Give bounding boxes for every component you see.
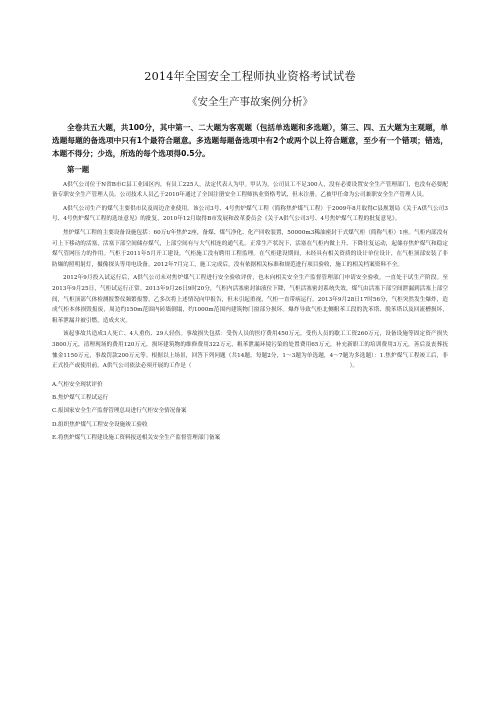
case-paragraph-5: 该起事故共造成3人死亡、4人重伤、29人轻伤。事故损失包括：受伤人员的医疗费用450万元，受伤人员的歇工工资260万元，设备设施等固定资产损失3800万元，清理现场的费用120万元，损坏建筑物的维修费用322万元，粗苯泄漏环境污染的处置费用65万元，补充新职工的培训费用3万元，善后及丧葬抚恤金1150万元，事故罚款200万元等。根据以上场景，回答下列问题（共14题，每题2分，1～3题为单选题，4～7题为多选题）：1.焦炉煤气工程竣工后，非正式投产或使用前，A供气公司依法必须开展的工作是（ ）。 — [52, 331, 448, 370]
answer-options — [52, 379, 448, 445]
option-d: D.组织焦炉煤气工程安全设施竣工验收 — [52, 421, 148, 428]
option-e: E.将焦炉煤气工程建设施工资料报送相关安全生产监督管理部门备案 — [52, 434, 221, 441]
section-heading: 第一题 — [67, 164, 90, 174]
case-paragraph-4: 2012年9月投入试运行后，A供气公司未对焦炉煤气工程进行安全验收评价，也未向相关安全生产监督管理部门申请安全验收。一直处于试生产阶段。至2013年9月25日，气柜试运行正常。2013年9月26日9时20分，气柜内活塞密封油液位下降，气柜活塞密封系统失效，煤气由活塞下部空间泄漏到活塞上部空间，气柜顶部气体检测报警仪频繁报警。乙多次将上述情况向甲报告，但未引起重视，气柜一直带病运行。2013年9月28日17时56分，气柜突然发生爆炸，造成气柜本体损毁报废，周边约150m范围内砖墙倒塌，约1000m范围内建筑物门窗部分损坏。爆炸导致气柜北侧粗苯工段的洗苯塔、脱苯塔以及回流槽损坏，粗苯泄漏并被引燃，造成火灾。 — [52, 275, 448, 324]
option-b: B.焦炉煤气工程试运行 — [52, 395, 109, 401]
document-title: 2014年全国安全工程师执业资格考试试卷 — [144, 70, 356, 83]
exam-instructions: 全卷共五大题，共100分，其中第一、二大题为客观题（包括单选题和多选题），第三、四、五大题为主观题，单选题每题的备选项中只有1个最符合题意。多选题每题备选项中有2个或两个以上符合题意，至少有一个错项；错选，本题不得分；少选，所选的每个选项得0.5分。 — [52, 123, 448, 159]
document-subtitle: 《安全生产事故案例分析》 — [187, 96, 313, 108]
case-paragraph-3: 焦炉煤气工程的主要设备设施包括：60万t/年焦炉2座，备煤、煤气净化、化产回收装置，50000m3稀油密封干式煤气柜（简称气柜）1座。气柜内部没有可上下移动的活塞，活塞下部空间储存煤气，上部空间有与大气相连的通气孔。正常生产状况下，活塞在气柜内做上升、下降往复运动，起储存焦炉煤气和稳定煤气管网压力的作用。气柜于2011年5月开工建设，气柜施工没有聘用工程监理。在气柜建设期间，未经具有相关资质的设计单位设计，在气柜顶部安装了非防爆的照明射灯，摄像探头等用电设备。2012年7月完工，施工完成后，没有依据相关标准和规范进行项目验收，施工的相关档案资料不全。 — [52, 229, 448, 268]
option-c: C.报国家安全生产监督管理总局进行气柜安全情况备案 — [52, 408, 187, 415]
option-a: A.气柜安全现状评价 — [52, 381, 103, 388]
case-paragraph-2: A供气公司生产的煤气主要供市民及周边企业使用。该公司3号、4号焦炉煤气工程（简称焦炉煤气工程）于2009年8月取得C县规划局《关于A供气公司3号、4号焦炉煤气工程的选址意见》的批复，2010年12月取得B市发展和改革委员会《关于A供气公司3号、4号焦炉煤气工程的批复意见》。 — [52, 205, 448, 223]
case-paragraph-1: A供气公司位于N省B市C县工业园区内，有员工225人，法定代表人为甲。甲认为，公司员工不足300人，没有必要设置安全生产管理部门，也没有必要配备专职安全生产管理人员。公司技术人员乙于2010年通过了全国注册安全工程师执业资格考试，但未注册。乙被甲任命为公司兼职安全生产管理人员。 — [52, 181, 448, 199]
